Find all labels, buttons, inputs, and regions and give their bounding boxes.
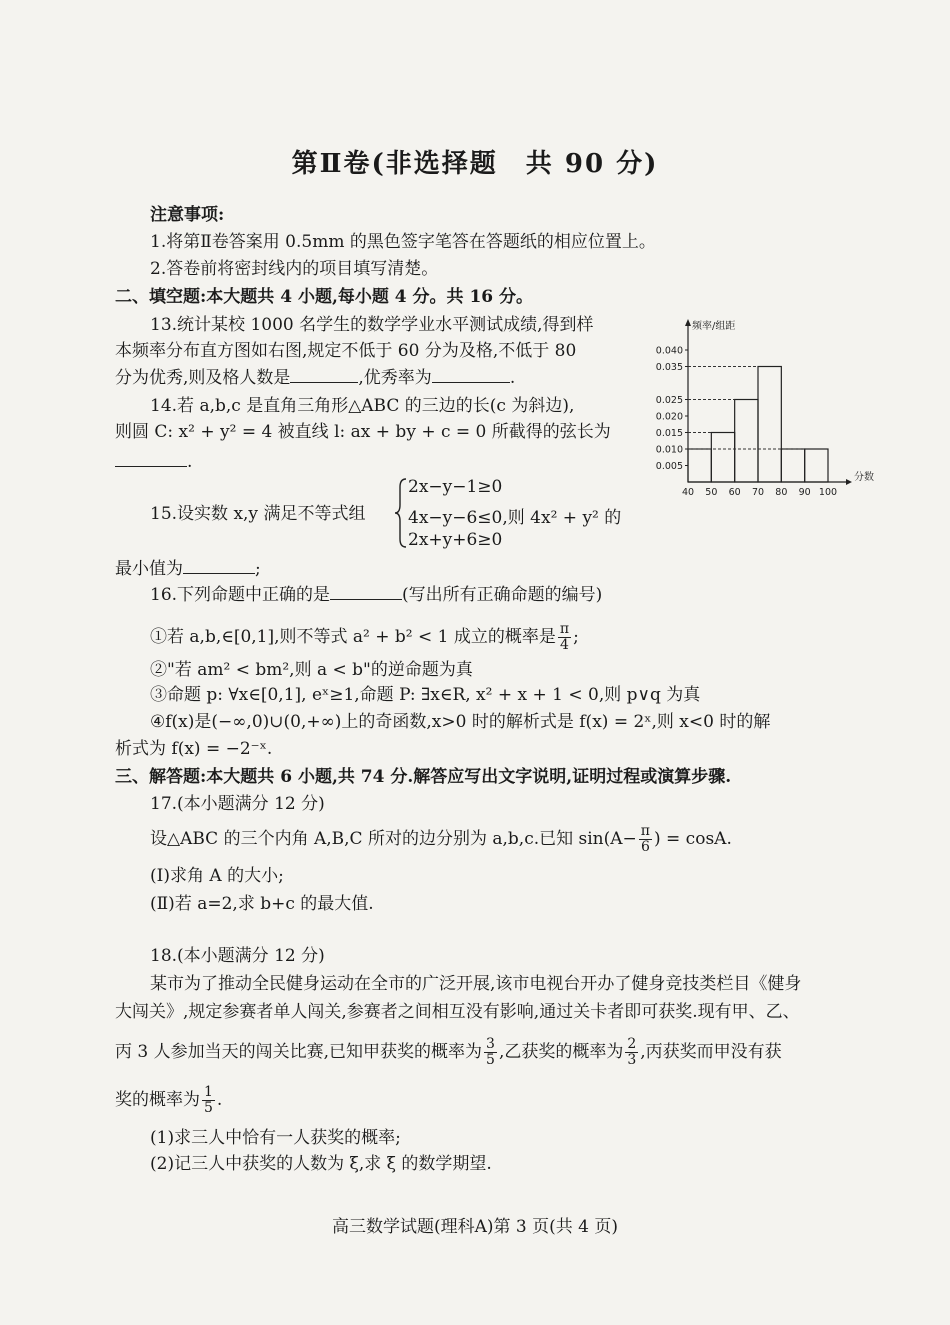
histogram-bar xyxy=(805,449,828,482)
q16-o1-text: ①若 a,b,∈[0,1],则不等式 a² + b² < 1 成立的概率是 xyxy=(150,627,556,647)
q18-part-2: (2)记三人中获奖的人数为 ξ,求 ξ 的数学期望. xyxy=(150,1154,492,1174)
q18-line2: 大闯关》,规定参赛者单人闯关,参赛者之间相互没有影响,通过关卡者即可获奖.现有甲、乙、 xyxy=(115,1002,800,1022)
brace-icon xyxy=(394,477,408,549)
y-tick-label: 0.005 xyxy=(655,461,683,472)
answer-blank-16[interactable] xyxy=(330,583,402,600)
answer-blank-13a[interactable] xyxy=(290,366,358,383)
q14-line3 xyxy=(115,450,192,473)
notice-heading: 注意事项: xyxy=(150,205,225,225)
histogram-bar xyxy=(758,367,781,483)
q15-ineq-1: 2x−y−1≥0 xyxy=(408,477,503,497)
q16-text-a: 16.下列命题中正确的是 xyxy=(150,585,331,605)
q15-ineq-3: 2x+y+6≥0 xyxy=(408,530,503,550)
q13-text-c: . xyxy=(509,368,516,388)
q17-line1: 设△ABC 的三个内角 A,B,C 所对的边分别为 a,b,c.已知 sin(A− $\frac{\pi}{6}$ ) = cosA. xyxy=(150,823,732,855)
q13-line3 xyxy=(115,366,515,389)
q16-option-4-cont: 析式为 f(x) = −2⁻ˣ. xyxy=(115,739,273,759)
y-tick-label: 0.025 xyxy=(655,395,683,406)
q13-line1: 13.统计某校 1000 名学生的数学学业水平测试成绩,得到样 xyxy=(150,315,594,335)
fraction-2-3: $\frac{2}{3}$ xyxy=(627,1036,637,1068)
x-tick-label: 100 xyxy=(818,487,838,498)
histogram-chart xyxy=(648,316,878,506)
page-footer: 高三数学试题(理科A)第 3 页(共 4 页) xyxy=(331,1217,619,1237)
section3-heading: 三、解答题:本大题共 6 小题,共 74 分.解答应写出文字说明,证明过程或演算步骤. xyxy=(115,767,732,787)
q13-line2: 本频率分布直方图如右图,规定不低于 60 分为及格,不低于 80 xyxy=(115,341,577,361)
answer-blank-14[interactable] xyxy=(115,450,187,467)
q18-line3: 丙 3 人参加当天的闯关比赛,已知甲获奖的概率为 $\frac{3}{5}$ ,乙获奖的概率为 $\frac{2}{3}$ ,丙获奖而甲没有获 xyxy=(115,1036,782,1068)
q18-part-1: (1)求三人中恰有一人获奖的概率; xyxy=(150,1128,401,1148)
q16-option-4: ④f(x)是(−∞,0)∪(0,+∞)上的奇函数,x>0 时的解析式是 f(x) = 2ˣ,则 x<0 时的解 xyxy=(150,712,771,732)
q16-line1 xyxy=(150,583,602,606)
q14-line1: 14.若 a,b,c 是直角三角形△ABC 的三边的长(c 为斜边), xyxy=(150,396,575,416)
q16-option-2: ②"若 am² < bm²,则 a < b"的逆命题为真 xyxy=(150,660,473,680)
q15-text-a: 最小值为 xyxy=(115,559,183,579)
q15-text-b: ; xyxy=(255,559,261,579)
y-axis-label: 频率/组距 xyxy=(692,321,736,332)
x-tick-label: 90 xyxy=(798,487,811,498)
q13-text-b: ,优秀率为 xyxy=(358,368,432,388)
answer-blank-13b[interactable] xyxy=(432,366,510,383)
y-tick-label: 0.035 xyxy=(655,362,683,373)
y-tick-label: 0.015 xyxy=(655,428,683,439)
q13-text-a: 分为优秀,则及格人数是 xyxy=(115,368,291,388)
histogram-bar xyxy=(735,400,758,483)
answer-blank-15[interactable] xyxy=(183,557,255,574)
histogram-bar xyxy=(781,449,804,482)
x-tick-label: 50 xyxy=(705,487,718,498)
x-tick-label: 80 xyxy=(775,487,788,498)
notice-item-1: 1.将第Ⅱ卷答案用 0.5mm 的黑色签字笔答在答题纸的相应位置上。 xyxy=(150,232,656,252)
fraction-3-5: $\frac{3}{5}$ xyxy=(486,1036,495,1068)
q17-part-1: (Ⅰ)求角 A 的大小; xyxy=(150,866,284,886)
page-title: 第Ⅱ卷(非选择题 共 90 分) xyxy=(291,149,659,179)
histogram-bar xyxy=(688,449,711,482)
histogram-bar xyxy=(711,433,734,483)
q18-line4: 奖的概率为 $\frac{1}{5}$ . xyxy=(115,1084,223,1116)
q18-line1: 某市为了推动全民健身运动在全市的广泛开展,该市电视台开办了健身竞技类栏目《健身 xyxy=(150,974,802,994)
q14-text-end: . xyxy=(187,452,193,472)
q16-text-b: (写出所有正确命题的编号) xyxy=(402,585,603,605)
fraction-1-5: $\frac{1}{5}$ xyxy=(204,1084,213,1116)
q18-head: 18.(本小题满分 12 分) xyxy=(150,946,325,966)
fraction-pi-4: $\frac{\pi}{4}$ xyxy=(559,621,570,653)
q16-option-3: ③命题 p: ∀x∈[0,1], eˣ≥1,命题 P: ∃x∈R, x² + x + 1 < 0,则 p∨q 为真 xyxy=(150,685,701,705)
x-tick-label: 40 xyxy=(681,487,695,498)
x-tick-label: 70 xyxy=(751,487,765,498)
x-axis-arrow-icon xyxy=(846,479,852,485)
y-tick-label: 0.010 xyxy=(655,444,683,456)
y-tick-label: 0.020 xyxy=(655,411,683,423)
q14-line2: 则圆 C: x² + y² = 4 被直线 l: ax + by + c = 0 所截得的弦长为 xyxy=(115,422,611,442)
x-axis-label: 分数 xyxy=(854,472,874,483)
notice-item-2: 2.答卷前将密封线内的项目填写清楚。 xyxy=(150,259,439,279)
q17-head: 17.(本小题满分 12 分) xyxy=(150,794,325,814)
q15-ineq-2: 4x−y−6≤0,则 4x² + y² 的 xyxy=(408,508,622,528)
y-tick-label: 0.040 xyxy=(655,345,683,357)
q15-prefix: 15.设实数 x,y 满足不等式组 xyxy=(150,504,366,524)
q15-line2 xyxy=(115,557,261,580)
q16-option-1: ①若 a,b,∈[0,1],则不等式 a² + b² < 1 成立的概率是 $\frac{\pi}{4}$ ; xyxy=(150,621,579,653)
q17-part-2: (Ⅱ)若 a=2,求 b+c 的最大值. xyxy=(150,894,374,914)
x-tick-label: 60 xyxy=(728,487,741,498)
section2-heading: 二、填空题:本大题共 4 小题,每小题 4 分。共 16 分。 xyxy=(115,287,534,307)
y-axis-arrow-icon xyxy=(685,319,691,326)
fraction-pi-6: $\frac{\pi}{6}$ xyxy=(640,823,650,855)
